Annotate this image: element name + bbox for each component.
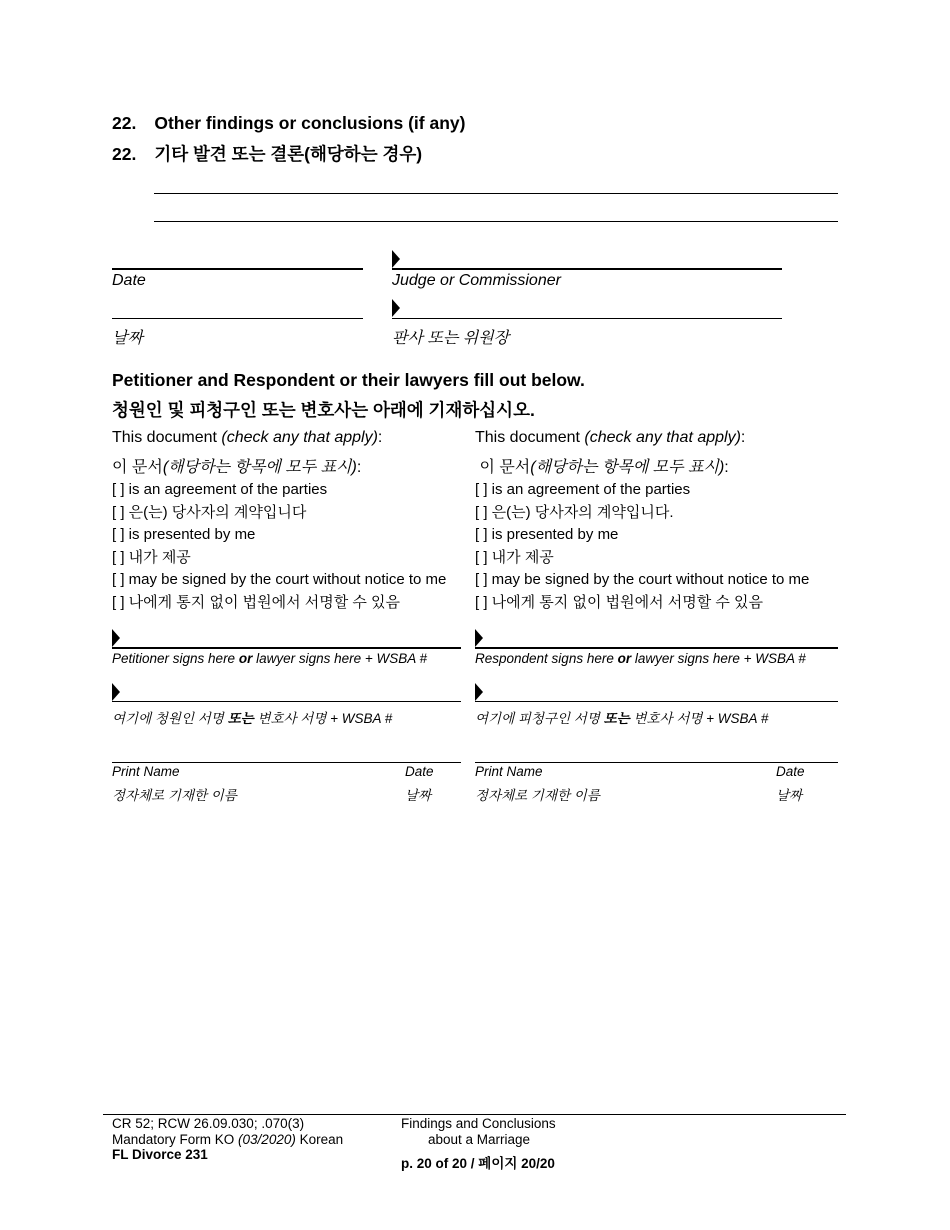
- sign-text: lawyer signs here + WSBA #: [252, 651, 428, 666]
- intro-colon: :: [356, 459, 362, 476]
- signature-arrow-icon: [392, 250, 400, 268]
- signature-arrow-icon: [475, 629, 483, 647]
- respondent-print-name-line[interactable]: [475, 762, 838, 763]
- findings-line-1[interactable]: [154, 193, 838, 194]
- checkbox-presented-ko[interactable]: [ ] 내가 제공: [112, 548, 191, 566]
- footer-rule: [103, 1114, 846, 1115]
- checkbox-agreement[interactable]: [ ] is an agreement of the parties: [475, 481, 691, 498]
- right-intro-en: [475, 429, 745, 447]
- checkbox-presented[interactable]: [ ] is presented by me: [475, 526, 619, 544]
- parties-heading-en: Petitioner and Respondent or their lawyers fill out below.: [112, 370, 585, 390]
- checkbox-no-notice[interactable]: [ ] may be signed by the court without notice to me: [112, 571, 447, 589]
- left-checklist: [112, 479, 446, 615]
- left-intro-en: [112, 429, 382, 447]
- right-checklist: [475, 479, 809, 615]
- sign-text: Petitioner signs here: [112, 651, 239, 666]
- petitioner-print-name-line[interactable]: [112, 762, 461, 763]
- intro-text: This document: [112, 429, 222, 446]
- section-title-en: Other findings or conclusions (if any): [154, 113, 466, 133]
- sign-or: 또는: [227, 711, 254, 726]
- section-22-heading-en: [112, 113, 465, 134]
- section-title-ko: 기타 발견 또는 결론(해당하는 경우): [154, 144, 423, 164]
- intro-text: 이 문서: [475, 459, 531, 476]
- intro-colon: :: [740, 429, 746, 446]
- sign-or: or: [238, 651, 253, 666]
- print-name-label-en: Print Name: [475, 764, 543, 779]
- sign-text: 여기에 청원인 서명: [112, 711, 228, 726]
- print-name-label-en: Print Name: [112, 764, 180, 779]
- sign-text: lawyer signs here + WSBA #: [631, 651, 806, 666]
- section-number: 22.: [112, 144, 137, 164]
- sign-text: 변호사 서명 + WSBA #: [629, 711, 769, 726]
- date-label-en: Date: [405, 764, 434, 779]
- judge-label-en: Judge or Commissioner: [392, 272, 561, 289]
- intro-italic: (check any that apply): [221, 429, 378, 446]
- sign-or: or: [617, 651, 632, 666]
- intro-colon: :: [724, 459, 729, 476]
- checkbox-agreement[interactable]: [ ] is an agreement of the parties: [112, 481, 328, 498]
- footer-mandatory-form: [112, 1132, 343, 1147]
- petitioner-signature-line[interactable]: [112, 647, 461, 649]
- date-label-ko: 날짜: [405, 788, 432, 803]
- sign-text: 여기에 피청구인 서명: [475, 711, 604, 726]
- mandatory-language: Korean: [295, 1132, 344, 1147]
- checkbox-presented-ko[interactable]: [ ] 내가 제공: [475, 548, 554, 566]
- checkbox-no-notice[interactable]: [ ] may be signed by the court without notice to me: [475, 571, 810, 589]
- findings-line-2[interactable]: [154, 221, 838, 222]
- right-intro-ko: [475, 454, 729, 477]
- checkbox-presented[interactable]: [ ] is presented by me: [112, 526, 256, 544]
- signature-arrow-icon: [112, 683, 120, 701]
- mandatory-text: Mandatory Form KO: [112, 1132, 239, 1147]
- checkbox-no-notice-ko[interactable]: [ ] 나에게 통지 없이 법원에서 서명할 수 있음: [475, 593, 764, 611]
- intro-italic: (해당하는 항목에 모두 표시): [162, 459, 357, 476]
- signature-arrow-icon: [392, 299, 400, 317]
- footer-page-number: p. 20 of 20 / 페이지 20/20: [401, 1156, 555, 1171]
- section-number: 22.: [112, 113, 137, 133]
- petitioner-sign-label-ko: [112, 707, 392, 727]
- sign-or: 또는: [603, 711, 630, 726]
- sign-text: Respondent signs here: [475, 651, 618, 666]
- footer-title-1: Findings and Conclusions: [401, 1116, 556, 1131]
- checkbox-agreement-ko[interactable]: [ ] 은(는) 당사자의 계약입니다: [112, 503, 307, 521]
- judge-ko-line[interactable]: [392, 318, 782, 319]
- date-signature-line[interactable]: [112, 268, 363, 270]
- respondent-signature-line[interactable]: [475, 647, 838, 649]
- date-ko-line[interactable]: [112, 318, 363, 319]
- respondent-sign-label-ko: [475, 707, 768, 727]
- date-label-ko: 날짜: [776, 788, 803, 803]
- intro-italic: (해당하는 항목에 모두 표시): [530, 459, 725, 476]
- signature-arrow-icon: [475, 683, 483, 701]
- mandatory-date: (03/2020): [238, 1132, 296, 1147]
- intro-colon: :: [377, 429, 383, 446]
- intro-text: 이 문서: [112, 459, 163, 476]
- date-label-en: Date: [112, 272, 146, 289]
- left-intro-ko: [112, 454, 361, 477]
- section-22-heading-ko: [112, 141, 422, 166]
- intro-italic: (check any that apply): [584, 429, 741, 446]
- judge-label-ko: 판사 또는 위원장: [392, 330, 510, 347]
- petitioner-sign-label-en: [112, 651, 427, 666]
- checkbox-no-notice-ko[interactable]: [ ] 나에게 통지 없이 법원에서 서명할 수 있음: [112, 593, 401, 611]
- respondent-signature-ko-line[interactable]: [475, 701, 838, 702]
- respondent-sign-label-en: [475, 651, 806, 666]
- petitioner-signature-ko-line[interactable]: [112, 701, 461, 702]
- footer-form-id: FL Divorce 231: [112, 1147, 208, 1162]
- print-name-label-ko: 정자체로 기재한 이름: [475, 788, 600, 803]
- judge-signature-line[interactable]: [392, 268, 782, 270]
- footer-title-2: about a Marriage: [428, 1132, 531, 1147]
- sign-text: 변호사 서명 + WSBA #: [253, 711, 393, 726]
- intro-text: This document: [475, 429, 585, 446]
- print-name-label-ko: 정자체로 기재한 이름: [112, 788, 237, 803]
- signature-arrow-icon: [112, 629, 120, 647]
- parties-heading-ko: 청원인 및 피청구인 또는 변호사는 아래에 기재하십시오.: [112, 400, 535, 420]
- date-label-en: Date: [776, 764, 805, 779]
- date-label-ko: 날짜: [112, 330, 143, 347]
- checkbox-agreement-ko[interactable]: [ ] 은(는) 당사자의 계약입니다.: [475, 503, 674, 521]
- footer-statute: CR 52; RCW 26.09.030; .070(3): [112, 1116, 305, 1131]
